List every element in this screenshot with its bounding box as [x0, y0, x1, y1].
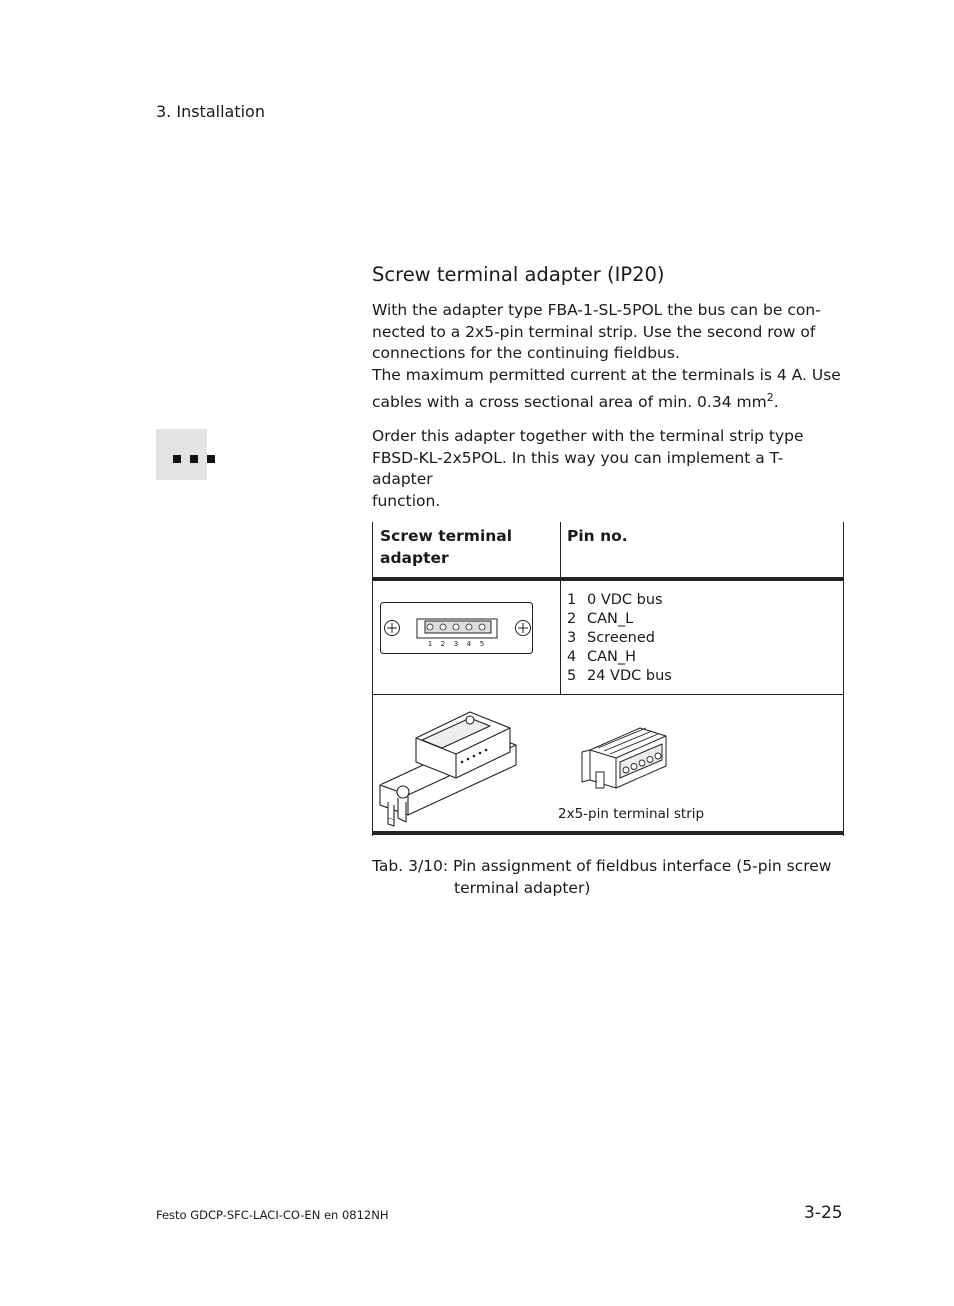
pin-assignment-table — [372, 522, 844, 836]
pin-number: 4 — [567, 649, 577, 665]
text-line — [372, 387, 842, 414]
text-line: With the adapter type FBA-1-SL-5POL the bus can be con- — [372, 301, 821, 319]
caption-line: Tab. 3/10: Pin assignment of fieldbus interface (5-pin screw — [372, 857, 832, 875]
pin-label: CAN_H — [587, 649, 637, 665]
order-note-paragraph — [372, 426, 842, 513]
connector-pin-number: 3 — [453, 640, 459, 648]
superscript: 2 — [766, 390, 774, 404]
chapter-heading: 3. Installation — [156, 102, 265, 121]
pin-number: 5 — [567, 668, 577, 684]
pin-label: 0 VDC bus — [587, 592, 663, 608]
text-line: FBSD-KL-2x5POL. In this way you can implement a T-adapter — [372, 448, 784, 489]
text-line: Order this adapter together with the terminal strip type — [372, 427, 804, 445]
caption-line: terminal adapter) — [454, 879, 591, 897]
header-line: adapter — [380, 549, 449, 567]
connector-pin-number: 4 — [466, 640, 472, 648]
connector-pin-number: 1 — [427, 640, 433, 648]
column-header-adapter — [380, 525, 512, 569]
text-line: The maximum permitted current at the terminals is 4 A. Use — [372, 366, 841, 385]
page-number: 3-25 — [804, 1203, 843, 1223]
pin-row — [567, 648, 672, 667]
pin-label: Screened — [587, 630, 655, 646]
intro-paragraph — [372, 300, 842, 414]
pin-label: 24 VDC bus — [587, 668, 672, 684]
pin-number: 1 — [567, 592, 577, 608]
pin-row — [567, 591, 672, 610]
connector-pin-number: 2 — [440, 640, 446, 648]
connector-front-view-illustration — [380, 602, 535, 656]
pin-number: 3 — [567, 630, 577, 646]
pin-row — [567, 629, 672, 648]
terminal-strip-label: 2x5-pin terminal strip — [558, 806, 705, 822]
adapter-perspective-illustration — [378, 710, 526, 828]
section-title: Screw terminal adapter (IP20) — [372, 263, 665, 286]
column-header-pin-no: Pin no. — [567, 527, 628, 545]
pin-list — [567, 591, 672, 686]
connector-pin-number: 5 — [479, 640, 485, 648]
pin-label: CAN_L — [587, 611, 634, 627]
pin-row — [567, 667, 672, 686]
pin-number: 2 — [567, 611, 577, 627]
text-line: function. — [372, 492, 441, 511]
text-fragment: cables with a cross sectional area of min. 0.34 mm — [372, 392, 767, 411]
pin-row — [567, 610, 672, 629]
text-line: connections for the continuing fieldbus. — [372, 344, 680, 363]
header-line: Screw terminal — [380, 527, 513, 545]
note-icon — [156, 429, 207, 480]
terminal-strip-illustration — [580, 722, 670, 798]
text-line: nected to a 2x5-pin terminal strip. Use the second row of — [372, 322, 816, 341]
text-fragment: . — [773, 392, 779, 411]
footer-document-id: Festo GDCP-SFC-LACI-CO-EN en 0812NH — [156, 1208, 389, 1222]
table-caption — [372, 855, 831, 899]
